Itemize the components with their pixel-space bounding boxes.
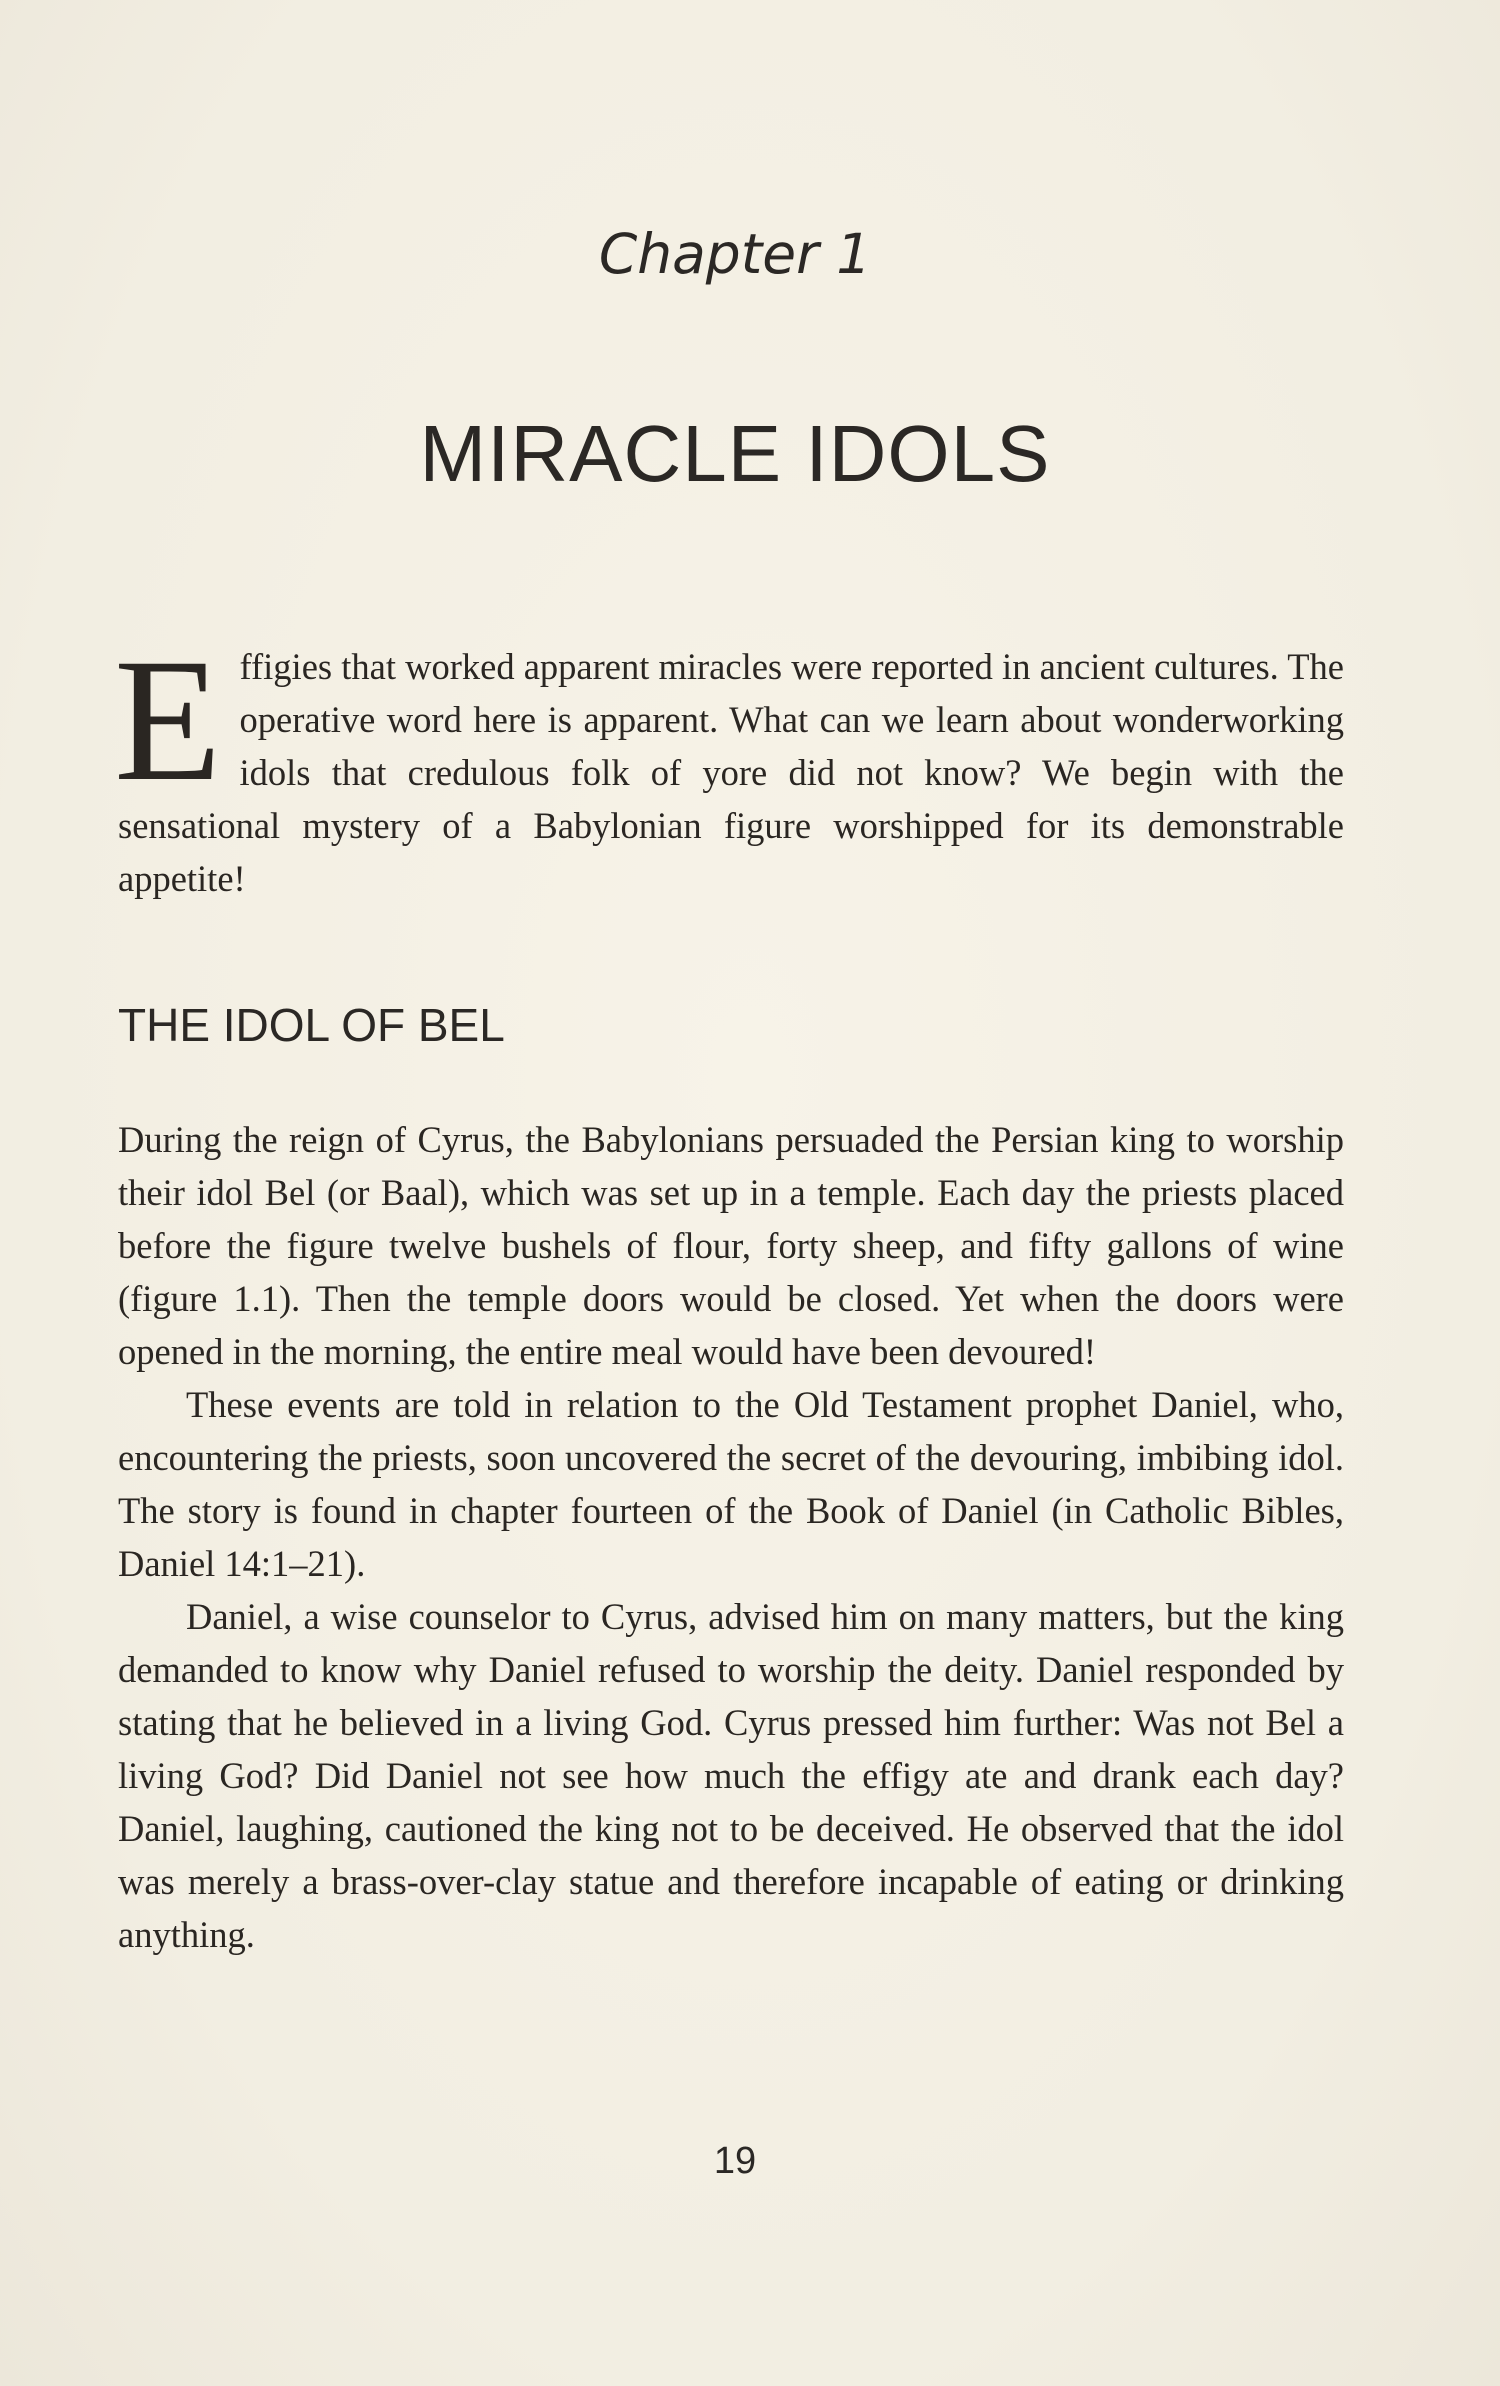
intro-text: ffigies that worked apparent miracles were reported in ancient cultures. The operative word here is apparent. What can we learn about wonderworking idols that credulous folk of yore did not know? We begin with the sensational mystery of a Babylonian figure worshipped for its demonstrable appetite! [118, 646, 1344, 899]
intro-paragraph [114, 623, 1344, 905]
page-number: 19 [713, 2140, 757, 2182]
paragraph-2: These events are told in relation to the Old Testament prophet Daniel, who, encountering the priests, soon uncovered the secret of the devouring, imbibing idol. The story is found in chapter fourteen of the Book of Daniel (in Catholic Bibles, Daniel 14:1–21). [118, 1384, 1344, 1584]
section-body [118, 1113, 1344, 1961]
section-heading: THE IDOL OF BEL [118, 999, 505, 1051]
chapter-title: MIRACLE IDOLS [419, 409, 1051, 498]
drop-cap: E [114, 623, 222, 818]
paragraph-1: During the reign of Cyrus, the Babylonians persuaded the Persian king to worship their idol Bel (or Baal), which was set up in a temple. Each day the priests placed before the figure twelve bushels of flour, forty sheep, and fifty gallons of wine (figure 1.1). Then the temple doors would be closed. Yet when the doors were opened in the morning, the entire meal would have been devoured! [118, 1119, 1344, 1372]
chapter-label: Chapter 1 [598, 222, 872, 286]
paragraph-3: Daniel, a wise counselor to Cyrus, advised him on many matters, but the king demanded to know why Daniel refused to worship the deity. Daniel responded by stating that he believed in a living God. Cyrus pressed him further: Was not Bel a living God? Did Daniel not see how much the effigy ate and drank each day? Daniel, laughing, cautioned the king not to be deceived. He observed that the idol was merely a brass-over-clay statue and therefore incapable of eating or drinking anything. [118, 1596, 1344, 1955]
